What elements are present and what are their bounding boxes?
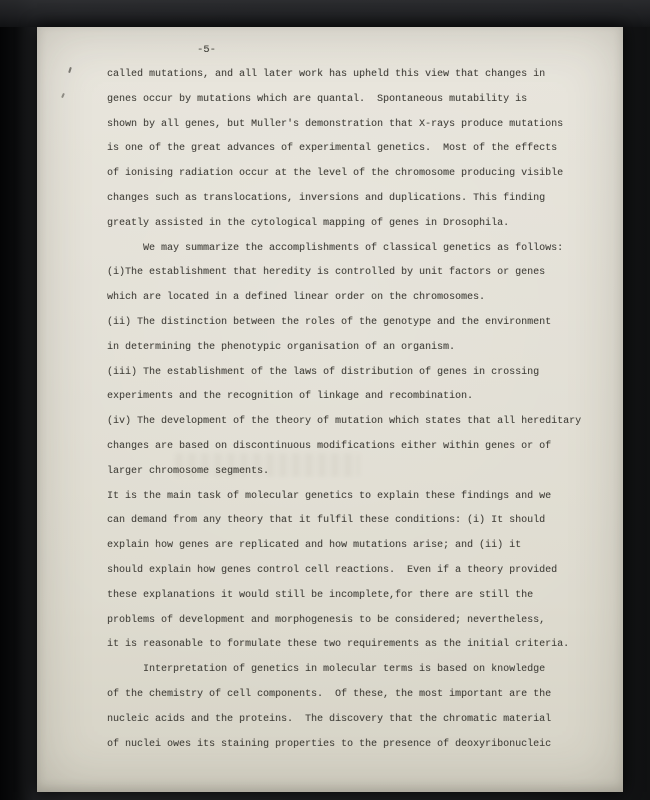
document-page [37,27,623,792]
text-line: nucleic acids and the proteins. The discovery that the chromatic material [107,713,552,725]
stray-margin-mark [61,93,65,98]
text-line: (i)The establishment that heredity is controlled by unit factors or genes [107,267,546,279]
text-line: changes are based on discontinuous modifications either within genes or of [107,440,552,452]
text-line: in determining the phenotypic organisation of an organism. [107,341,456,353]
text-line: explain how genes are replicated and how mutations arise; and (ii) it [107,540,522,552]
text-line: Interpretation of genetics in molecular terms is based on knowledge [107,664,546,676]
text-line: problems of development and morphogenesis to be considered; nevertheless, [107,614,546,626]
text-line: It is the main task of molecular genetics to explain these findings and we [107,490,552,502]
text-line: of the chemistry of cell components. Of these, the most important are the [107,688,552,700]
text-line: (iv) The development of the theory of mutation which states that all hereditary [107,416,582,428]
stray-margin-mark [68,67,72,73]
text-line: experiments and the recognition of linkage and recombination. [107,391,474,403]
text-line: which are located in a defined linear order on the chromosomes. [107,292,486,304]
page-number: -5- [197,44,216,56]
text-line: called mutations, and all later work has upheld this view that changes in [107,69,546,80]
text-line: (ii) The distinction between the roles of the genotype and the environment [107,316,552,328]
text-line: (iii) The establishment of the laws of distribution of genes in crossing [107,366,540,378]
typewritten-text [107,63,607,757]
text-line: should explain how genes control cell reactions. Even if a theory provided [107,564,558,576]
text-line: of ionising radiation occur at the level of the chromosome producing visible [107,168,564,180]
text-line: larger chromosome segments. [107,465,270,477]
text-line: greatly assisted in the cytological mapping of genes in Drosophila. [107,217,510,229]
text-line: of nuclei owes its staining properties to the presence of deoxyribonucleic [107,738,552,750]
text-line: can demand from any theory that it fulfil these conditions: (i) It should [107,515,546,527]
text-line: shown by all genes, but Muller's demonstration that X-rays produce mutations [107,118,564,130]
text-line: it is reasonable to formulate these two requirements as the initial criteria. [107,639,570,651]
text-line: is one of the great advances of experimental genetics. Most of the effects [107,143,558,155]
text-line: these explanations it would still be incomplete,for there are still the [107,589,534,601]
text-line: changes such as translocations, inversions and duplications. This finding [107,192,546,204]
text-line: We may summarize the accomplishments of classical genetics as follows: [107,242,564,254]
text-line: genes occur by mutations which are quantal. Spontaneous mutability is [107,93,528,105]
